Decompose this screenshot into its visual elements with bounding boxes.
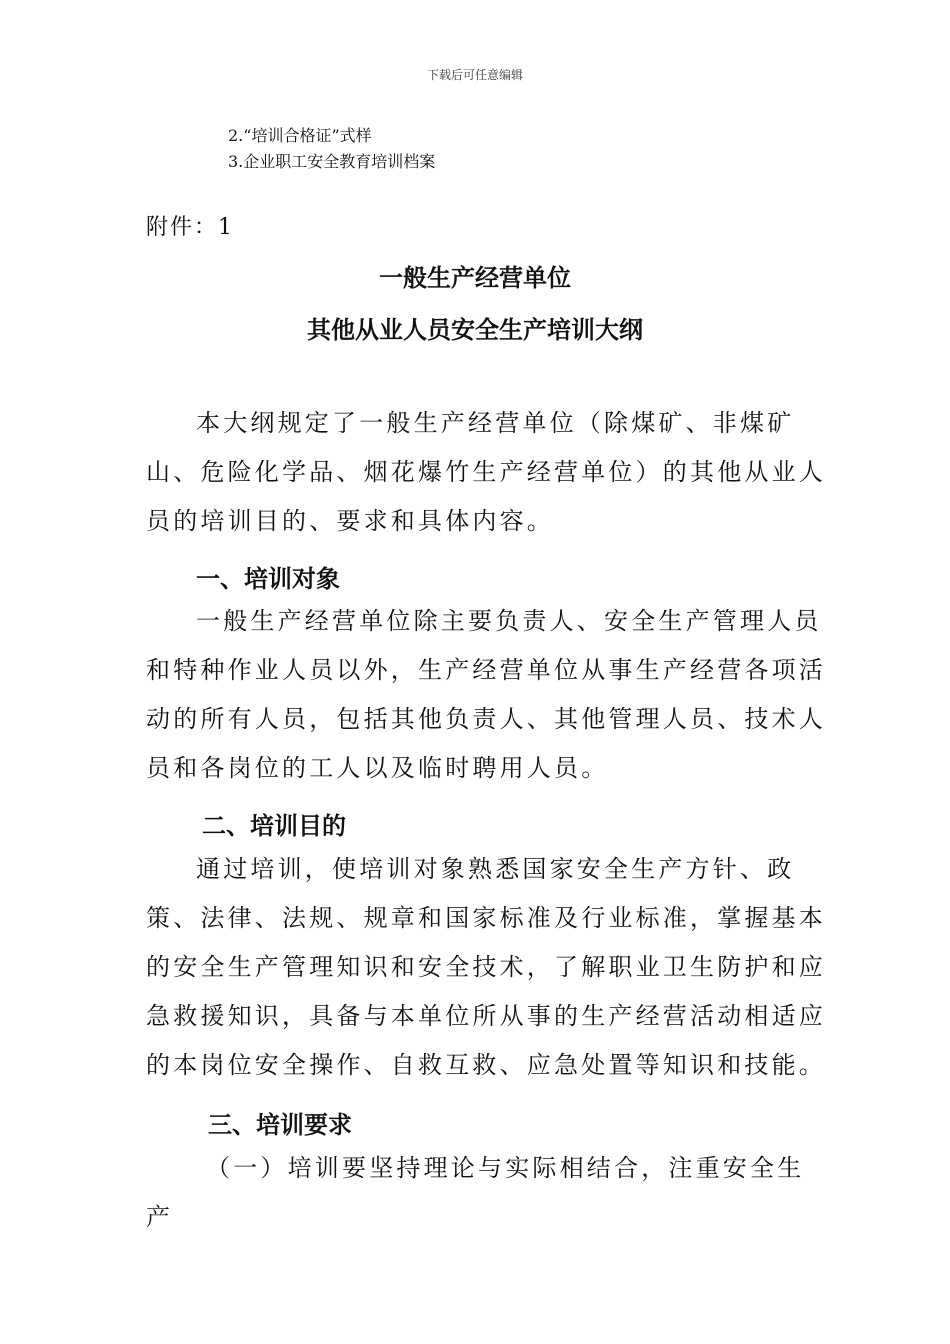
document-title-line2: 其他从业人员安全生产培训大纲	[307, 316, 643, 344]
attachment-item: 3.企业职工安全教育培训档案	[228, 152, 436, 171]
section-heading-training-targets: 一、培训对象	[196, 565, 340, 593]
document-title-line1: 一般生产经营单位	[379, 264, 571, 292]
section-body-training-purpose: 通过培训，使培训对象熟悉国家安全生产方针、政策、法律、法规、规章和国家标准及行业标准，掌握基本的安全生产管理知识和安全技术，了解职业卫生防护和应急救援知识，具备与本单位所从事的生产经营活动相适应的本岗位安全操作、自救互救、应急处置等知识和技能。	[146, 855, 826, 1079]
section-heading-training-purpose: 二、培训目的	[202, 812, 346, 840]
appendix-label: 附件：1	[146, 215, 234, 240]
attachment-item: 2.“培训合格证”式样	[228, 126, 372, 145]
section-body-training-targets: 一般生产经营单位除主要负责人、安全生产管理人员和特种作业人员以外，生产经营单位从事生产经营各项活动的所有人员，包括其他负责人、其他管理人员、技术人员和各岗位的工人以及临时聘用人员。	[146, 607, 826, 782]
section-heading-training-requirements: 三、培训要求	[208, 1111, 352, 1139]
section-body-training-requirements: （一）培训要坚持理论与实际相结合，注重安全生产	[146, 1154, 805, 1231]
intro-paragraph: 本大纲规定了一般生产经营单位（除煤矿、非煤矿山、危险化学品、烟花爆竹生产经营单位）的其他从业人员的培训目的、要求和具体内容。	[146, 409, 826, 535]
page-header-note: 下载后可任意编辑	[426, 68, 523, 82]
